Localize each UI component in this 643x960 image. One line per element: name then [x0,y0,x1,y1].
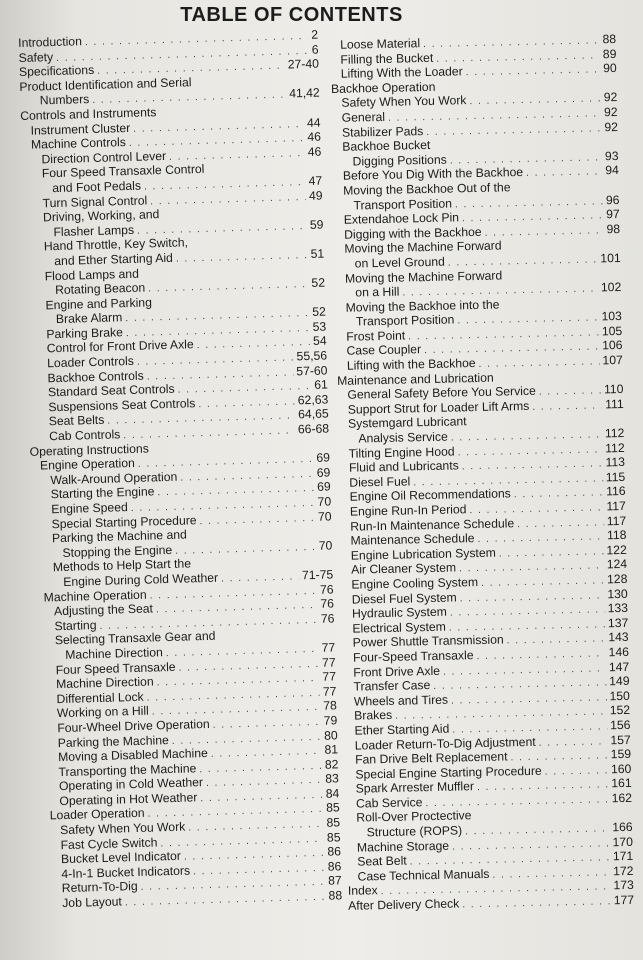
toc-entry-title: Differential Lock [56,689,144,706]
toc-entry-title: Digging with the Backhoe [343,224,482,242]
toc-entry-page: 57-60 [296,363,328,379]
toc-entry-page: 112 [605,440,625,455]
toc-entry-page: 55,56 [296,348,328,364]
toc-entry-title: Methods to Help Start the [52,556,192,575]
toc-entry-page: 173 [613,878,634,893]
toc-entry-title: Digging Positions [352,152,447,169]
toc-entry-title: Machine Direction [55,674,154,692]
toc-entry-page: 83 [325,771,340,786]
toc-entry-title: Safety [18,49,54,65]
toc-entry-title: Working on a Hill [56,703,149,721]
toc-entry-title: Analysis Service [358,429,448,446]
toc-entry-title: Starting the Engine [50,484,155,502]
toc-entry-page: 112 [604,425,625,441]
toc-entry-title: Loader Operation [49,806,145,823]
toc-entry-page: 147 [608,659,630,674]
toc-entry-title: Loader Return-To-Dig Adjustment [354,734,536,753]
toc-entry-title: Job Layout [62,894,123,911]
toc-leader-dots [207,170,318,173]
toc-entry-title: Power Shuttle Transmission [352,632,504,650]
toc-entry-page: 102 [600,280,622,295]
toc-entry-title: Roll-Over Proctective [356,808,472,826]
toc-entry-title: Wheels and Tires [353,692,449,709]
toc-entry-page: 59 [309,217,324,232]
toc-entry-page: 177 [613,892,635,908]
toc-entry-page: 130 [607,586,628,601]
toc-entry-title: Seat Belt [357,853,407,869]
toc-entry-page: 92 [604,119,619,134]
toc-entry-title: Transfer Case [353,678,431,694]
toc-entry-title: General Safety Before You Service [347,384,536,402]
toc-entry-title: on a Hill [355,284,400,300]
toc-entry-title: Tilting Engine Hood [348,444,455,461]
toc-entry-page: 76 [320,611,335,626]
toc-leader-dots [514,189,617,191]
toc-entry-title: Driving, Working, and [42,207,160,225]
toc-leader-dots [539,736,608,748]
toc-entry-page: 152 [609,703,631,718]
toc-leader-dots [505,277,618,279]
toc-entry-page: 85 [326,815,341,830]
toc-entry-title: Engine During Cold Weather [63,570,219,589]
toc-entry-title: Operating Instructions [29,441,149,459]
toc-entry-page: 117 [606,513,627,528]
toc-leader-dots [191,243,321,247]
toc-entry-title: Maintenance Schedule [350,531,475,548]
toc-entry-page: 98 [606,221,621,236]
toc-entry-page: 53 [312,319,327,334]
toc-entry-title: Transporting the Machine [58,760,197,779]
toc-entry-page: 62,63 [297,392,329,408]
toc-entry-title: Stabilizer Pads [341,123,424,140]
toc-entry-page: 46 [307,144,322,159]
toc-leader-dots [470,422,621,425]
toc-entry-page: 110 [603,382,624,397]
toc-entry-title: Hydraulic System [351,604,448,621]
toc-leader-dots [219,637,332,640]
toc-leader-dots [125,892,326,909]
toc-entry-page: 47 [308,173,323,188]
toc-entry-title: Case Technical Manuals [357,866,490,884]
toc-entry-title: Index [347,883,378,899]
toc-entry-title: Flasher Lamps [53,222,135,239]
toc-leader-dots [510,750,607,763]
toc-entry-title: Four-Wheel Drive Operation [57,716,210,736]
toc-entry-page: 77 [322,684,337,699]
toc-entry-page: 41,42 [289,85,320,101]
toc-entry-title: Fluid and Lubricants [348,458,459,475]
toc-entry-title: Fan Drive Belt Replacement [354,749,508,767]
toc-entry-title: Product Identification and Serial [19,74,192,94]
toc-entry-page: 44 [306,115,321,130]
toc-entry-title: Brakes [354,708,393,723]
toc-entry-title: Air Cleaner System [351,560,457,578]
toc-entry-title: Engine Operation [39,456,136,473]
toc-entry-title: Machine Controls [30,135,127,152]
toc-entry-page: 85 [325,800,340,816]
toc-entry-title: Backhoe Controls [47,368,144,385]
toc-entry-title: Structure (ROPS) [366,823,463,840]
toc-entry-page: 92 [603,90,618,105]
toc-entry-page: 149 [609,673,630,689]
toc-entry-page: 52 [312,304,327,320]
toc-entry-title: Specifications [18,63,95,80]
toc-entry-title: Front Drive Axle [353,663,441,680]
toc-entry-title: Hand Throttle, Key Switch, [43,235,189,254]
toc-entry-page: 6 [311,42,319,57]
toc-entry-title: Instrument Cluster [30,120,131,138]
toc-entry-title: Operating in Hot Weather [59,790,198,809]
toc-entry-page: 118 [606,528,627,543]
toc-entry-page: 88 [602,32,617,47]
toc-entry-page: 166 [612,819,633,835]
toc-entry-title: Moving the Machine Forward [344,238,502,257]
toc-entry-page: 94 [605,163,619,178]
toc-leader-dots [502,306,618,308]
toc-entry-page: 64,65 [297,406,329,422]
toc-entry-title: Case Coupler [346,342,422,359]
toc-entry-title: Numbers [39,92,90,108]
toc-entry-title: Moving the Machine Forward [344,267,503,286]
toc-entry-page: 80 [323,727,338,743]
toc-entry-page: 146 [608,644,630,660]
toc-entry-page: 70 [318,538,333,553]
toc-entry-title: Return-To-Dig [61,879,138,896]
toc-entry-title: Control for Front Drive Axle [46,337,194,356]
toc-entry-page: 86 [327,844,342,859]
toc-entry-title: Brake Alarm [55,310,123,327]
toc-entry-page: 77 [321,640,336,655]
toc-entry-title: Engine Lubrication System [350,545,496,563]
toc-entry-page: 162 [611,790,633,806]
toc-entry-title: 4-In-1 Bucket Indicators [61,863,191,881]
toc-entry-page: 66-68 [297,421,330,437]
toc-entry-page: 84 [325,786,340,801]
toc-entry-title: Run-In Maintenance Schedule [350,515,515,534]
toc-entry-title: Four Speed Transaxle [55,659,176,677]
toc-entry-title: Standard Seat Controls [47,382,175,400]
toc-entry-page: 122 [606,542,627,558]
toc-entry-title: Starting [54,617,97,633]
toc-entry-title: Loader Controls [46,353,135,371]
toc-leader-dots [497,379,620,382]
toc-entry-title: Moving the Backhoe into the [345,297,500,315]
toc-entry-title: Machine Direction [65,645,164,662]
toc-entry-page: 69 [316,479,331,495]
toc-entry-page: 107 [602,353,623,368]
toc-entry-title: Parking the Machine and [51,527,188,546]
toc-entry-page: 124 [606,557,628,572]
toc-entry-title: Machine Storage [356,838,450,855]
toc-entry-page: 156 [609,717,631,733]
toc-entry-page: 97 [606,207,620,222]
toc-entry-page: 46 [307,129,322,145]
toc-entry-page: 111 [605,396,624,412]
toc-entry-page: 70 [317,494,332,509]
toc-entry-title: Loose Material [339,36,421,52]
toc-entry-title: Before You Dig With the Backhoe [342,165,524,184]
toc-entry-title: Parking Brake [46,325,124,342]
toc-entry-page: 77 [322,669,337,684]
toc-leader-dots [514,488,604,501]
toc-entry-page: 61 [314,377,329,393]
toc-entry-page: 157 [610,732,631,747]
toc-entry-page: 171 [612,849,634,864]
toc-entry-title: Walk-Around Operation [50,469,178,488]
toc-entry-title: Frost Point [346,328,406,344]
toc-entry-title: Rotating Beacon [54,280,146,298]
toc-entry-title: Moving the Backhoe Out of the [343,180,511,198]
toc-entry-title: Diesel Fuel [349,474,411,490]
toc-entry-title: Backhoe Operation [330,79,436,96]
toc-entry-title: Electrical System [352,619,446,636]
toc-entry-title: Diesel Fuel System [351,590,457,607]
toc-leader-dots [462,896,611,910]
toc-entry-title: Four-Speed Transaxle [352,648,474,665]
toc-entry-page: 89 [602,46,617,61]
toc-entry-title: Stopping the Engine [62,542,173,560]
toc-entry-page: 51 [310,246,325,261]
toc-entry-title: Flood Lamps and [44,266,140,283]
toc-entry-page: 88 [328,888,343,903]
toc-entry-title: Engine Cooling System [351,574,479,592]
toc-entry-page: 96 [605,192,620,207]
toc-leader-dots [195,82,317,85]
toc-entry-page: 143 [608,630,629,645]
toc-entry-page: 159 [610,746,632,762]
toc-entry-page: 160 [610,761,632,776]
toc-entry-page: 103 [601,309,623,324]
toc-entry-title: Machine Operation [43,587,147,605]
toc-entry-page: 77 [321,654,336,670]
toc-entry-page: 137 [607,615,629,631]
toc-entry-title: Cab Service [355,795,423,811]
toc-leader-dots [475,816,630,819]
toc-entry-page: 76 [319,581,334,597]
toc-entry-page: 106 [602,338,623,353]
toc-entry-title: Moving a Disabled Machine [57,746,209,765]
toc-entry-page: 172 [613,863,634,879]
toc-entry-title: Support Strut for Loader Lift Arms [347,398,530,417]
toc-entry-title: and Foot Pedals [52,178,142,196]
toc-entry-page: 92 [603,104,618,120]
toc-entry-page: 78 [323,698,338,714]
toc-entry-title: Extendahoe Lock Pin [343,210,460,227]
toc-leader-dots [539,386,601,398]
toc-entry-title: Maintenance and Lubrication [337,370,494,388]
toc-entry-page: 116 [605,484,626,499]
toc-entry-title: Safety When You Work [59,819,186,838]
toc-entry-page: 54 [312,333,327,349]
toc-entry-title: Transport Position [355,312,455,329]
toc-entry-title: Turn Signal Control [42,192,148,210]
toc-entry-title: on Level Ground [354,254,445,271]
toc-entry-title: Direction Control Lever [41,148,167,167]
toc-entry-page: 87 [327,873,342,889]
toc-entry-title: Filling the Bucket [340,50,434,67]
toc-entry-title: General [341,109,386,125]
toc-entry-title: Suspensions Seat Controls [48,396,196,415]
toc-entry-title: Controls and Instruments [20,105,157,123]
toc-entry-page: 52 [311,275,326,290]
toc-entry-title: Backhoe Bucket [342,138,431,154]
toc-entry-title: Adjusting the Seat [53,601,154,619]
toc-entry-page: 49 [308,188,323,203]
toc-entry-title: Safety When You Work [341,93,467,111]
toc-entry-page: 161 [611,776,632,791]
toc-entry-page: 69 [316,465,331,480]
toc-entry-title: Systemgard Lubricant [347,414,467,432]
toc-entry-page: 170 [612,834,634,849]
toc-entry-title: Selecting Transaxle Gear and [54,629,216,648]
toc-leader-dots [505,247,618,249]
toc-entry-page: 115 [605,469,626,485]
toc-entry-page: 133 [607,601,629,616]
toc-entry-title: Special Engine Starting Procedure [355,763,542,782]
toc-entry-page: 81 [324,742,339,757]
toc-entry-title: Four Speed Transaxle Control [41,162,205,181]
toc-entry-page: 113 [605,455,626,470]
toc-entry-title: Ether Starting Aid [354,721,450,738]
toc-entry-title: After Delivery Check [348,896,460,913]
toc-leader-dots [221,571,299,584]
toc-entry-page: 69 [316,450,331,466]
toc-entry-title: Lifting With the Loader [340,64,463,81]
toc-entry-title: Fast Cycle Switch [60,835,158,852]
toc-entry-title: Transport Position [353,196,453,213]
toc-entry-title: Spark Arrester Muffler [355,779,475,796]
toc-entry-title: Parking the Machine [57,732,170,750]
toc-entry-page: 117 [606,498,627,514]
toc-leader-dots [545,765,609,777]
toc-entry-page: 101 [600,250,621,266]
toc-entry-page: 150 [609,688,630,704]
page-title: TABLE OF CONTENTS [180,4,403,26]
toc-entry-title: Seat Belts [48,413,105,429]
toc-entry-page: 90 [602,61,617,76]
toc-entry-title: Cab Controls [48,427,121,444]
toc-entry-page: 71-75 [301,567,334,583]
toc-entry-page: 128 [606,571,628,587]
toc-leader-dots [517,517,604,530]
toc-entry-title: Bucket Level Indicator [60,849,182,867]
toc-column-left [18,28,342,912]
toc-leader-dots [532,400,602,412]
toc-entry-title: and Ether Starting Aid [54,250,174,268]
toc-entry-page: 2 [311,27,319,42]
toc-entry-page: 105 [601,323,623,339]
toc-entry-title: Engine Speed [51,500,128,517]
toc-entry-page: 79 [323,713,338,728]
toc-entry-page: 86 [327,859,342,874]
toc-entry-title: Special Starting Procedure [51,512,197,531]
toc-leader-dots [507,634,606,647]
toc-entry-title: Operating in Cold Weather [58,775,204,794]
toc-entry-page: 70 [317,509,332,524]
toc-entry-title: Engine Run-In Period [349,502,467,519]
toc-entry-title: Engine Oil Recommendations [349,486,511,505]
toc-entry-page: 27-40 [287,56,320,72]
toc-leader-dots [526,167,602,180]
toc-entry-page: 93 [604,148,619,164]
toc-leader-dots [499,546,604,559]
toc-entry-page: 76 [320,596,335,611]
toc-entry-page: 82 [324,757,339,772]
toc-entry-page: 85 [326,829,341,845]
toc-entry-title: Introduction [18,34,83,50]
toc-entry-title: Lifting with the Backhoe [346,356,476,373]
toc-entry-title: Engine and Parking [45,295,153,313]
